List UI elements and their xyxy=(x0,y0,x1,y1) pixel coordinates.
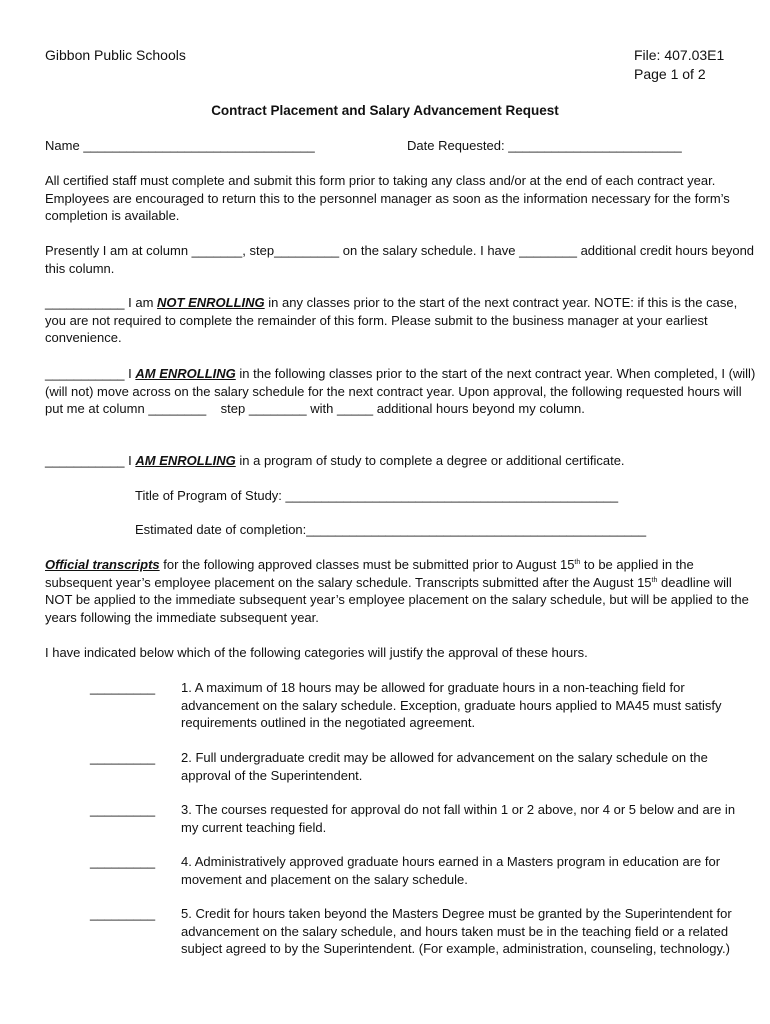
presently-text: on the salary schedule. I have xyxy=(339,243,520,258)
date-requested-field xyxy=(407,137,682,155)
transcripts-text: for the following approved classes must be submitted prior to August 15 xyxy=(159,557,575,572)
transcripts-emphasis: Official transcripts xyxy=(45,557,160,572)
enrolling-classes-text: with xyxy=(306,401,337,416)
category-1-blank[interactable]: _________ xyxy=(90,680,156,695)
presently-paragraph xyxy=(45,242,757,277)
category-3-blank[interactable]: _________ xyxy=(90,802,156,817)
name-label: Name xyxy=(45,138,80,153)
not-enrolling-blank[interactable]: ___________ xyxy=(45,295,125,310)
additional-hours-blank[interactable]: _____ xyxy=(337,401,374,416)
column-blank[interactable]: _______ xyxy=(191,243,243,258)
presently-text: Presently I am at column xyxy=(45,243,192,258)
category-5-text: 5. Credit for hours taken beyond the Masters Degree must be granted by the Superintendent for advancement on the salary schedule, and hours taken must be in the teaching field or a related subject agreed to by the Superintendent. (For example, administration, counseling, technology.) xyxy=(181,906,732,956)
program-title-field xyxy=(135,487,618,505)
transcripts-text: deadline will NOT be applied to the immediate subsequent year’s employee placement on the salary schedule, but will be applied to the years following the immediate subsequent year. xyxy=(45,574,749,625)
enrolling-program-paragraph xyxy=(45,452,757,470)
transcripts-text: to be applied in the subsequent year’s employee placement on the salary schedule. Transcripts submitted after the August 15 xyxy=(45,557,694,590)
school-name: Gibbon Public Schools xyxy=(45,47,186,63)
category-1-text: 1. A maximum of 18 hours may be allowed for graduate hours in a non-teaching field for advancement on the salary schedule. Exception, graduate hours applied to MA45 must satisfy requirements outlined in the negotiated agreement. xyxy=(181,680,722,730)
superscript-th: th xyxy=(651,576,658,584)
name-blank[interactable]: ________________________________ xyxy=(83,138,315,153)
enrolling-classes-text: in the following classes prior to the start of the next contract year. When completed, I (will) (will not) move across on the salary schedule for the next contract year. Upon approval, the following requested hours will put me at column xyxy=(45,366,756,416)
completion-date-label: Estimated date of completion: xyxy=(135,522,307,537)
enrolling-classes-text: I xyxy=(124,366,136,381)
enrolling-classes-text: step xyxy=(206,401,249,416)
not-enrolling-emphasis: NOT ENROLLING xyxy=(157,295,265,310)
category-3-text: 3. The courses requested for approval do not fall within 1 or 2 above, nor 4 or 5 below and are in my current teaching field. xyxy=(181,802,736,835)
date-requested-label: Date Requested: xyxy=(407,138,505,153)
category-4-text: 4. Administratively approved graduate hours earned in a Masters program in education are for movement and placement on the salary schedule. xyxy=(181,854,721,887)
category-5-blank[interactable]: _________ xyxy=(90,906,156,921)
date-requested-blank[interactable]: ________________________ xyxy=(508,138,682,153)
not-enrolling-paragraph xyxy=(45,294,757,347)
page-number: Page 1 of 2 xyxy=(634,66,706,82)
not-enrolling-text: I am xyxy=(124,295,158,310)
name-field xyxy=(45,137,315,155)
program-title-label: Title of Program of Study: xyxy=(135,488,286,503)
presently-text: additional credit hours beyond this column. xyxy=(45,243,755,276)
credit-hours-blank[interactable]: ________ xyxy=(519,243,577,258)
indicated-paragraph: I have indicated below which of the following categories will justify the approval of these hours. xyxy=(45,645,588,660)
step-blank[interactable]: _________ xyxy=(274,243,340,258)
enrolling-classes-text: additional hours beyond my column. xyxy=(373,401,585,416)
completion-date-field xyxy=(135,521,646,539)
new-column-blank[interactable]: ________ xyxy=(148,401,207,416)
superscript-th: th xyxy=(574,559,581,566)
presently-text: , step xyxy=(242,243,275,258)
enrolling-program-text: I xyxy=(124,453,136,468)
not-enrolling-text: in any classes prior to the start of the next contract year. NOTE: if this is the case, you are not required to complete the remainder of this form. Please submit to the business manager at your earliest convenience. xyxy=(45,295,738,345)
category-2-text: 2. Full undergraduate credit may be allowed for advancement on the salary schedule on the approval of the Superintendent. xyxy=(181,750,708,783)
category-2-blank[interactable]: _________ xyxy=(90,750,156,765)
form-title: Contract Placement and Salary Advancement Request xyxy=(211,103,559,118)
enrolling-program-text: in a program of study to complete a degree or additional certificate. xyxy=(235,453,625,468)
transcripts-paragraph xyxy=(45,556,757,626)
file-number: File: 407.03E1 xyxy=(634,47,725,63)
enrolling-program-blank[interactable]: ___________ xyxy=(45,453,125,468)
enrolling-classes-blank[interactable]: ___________ xyxy=(45,366,125,381)
program-title-blank[interactable]: ______________________________________________ xyxy=(285,488,619,503)
new-step-blank[interactable]: ________ xyxy=(248,401,307,416)
completion-date-blank[interactable]: _______________________________________________ xyxy=(306,522,647,537)
category-4-blank[interactable]: _________ xyxy=(90,854,156,869)
enrolling-classes-paragraph xyxy=(45,365,757,418)
intro-paragraph: All certified staff must complete and submit this form prior to taking any class and/or at the end of each contract year. Employees are encouraged to return this to the personnel manager as soon as the information necessary for the form’s completion is available. xyxy=(45,173,730,223)
enrolling-classes-emphasis: AM ENROLLING xyxy=(135,366,236,381)
enrolling-program-emphasis: AM ENROLLING xyxy=(135,453,236,468)
